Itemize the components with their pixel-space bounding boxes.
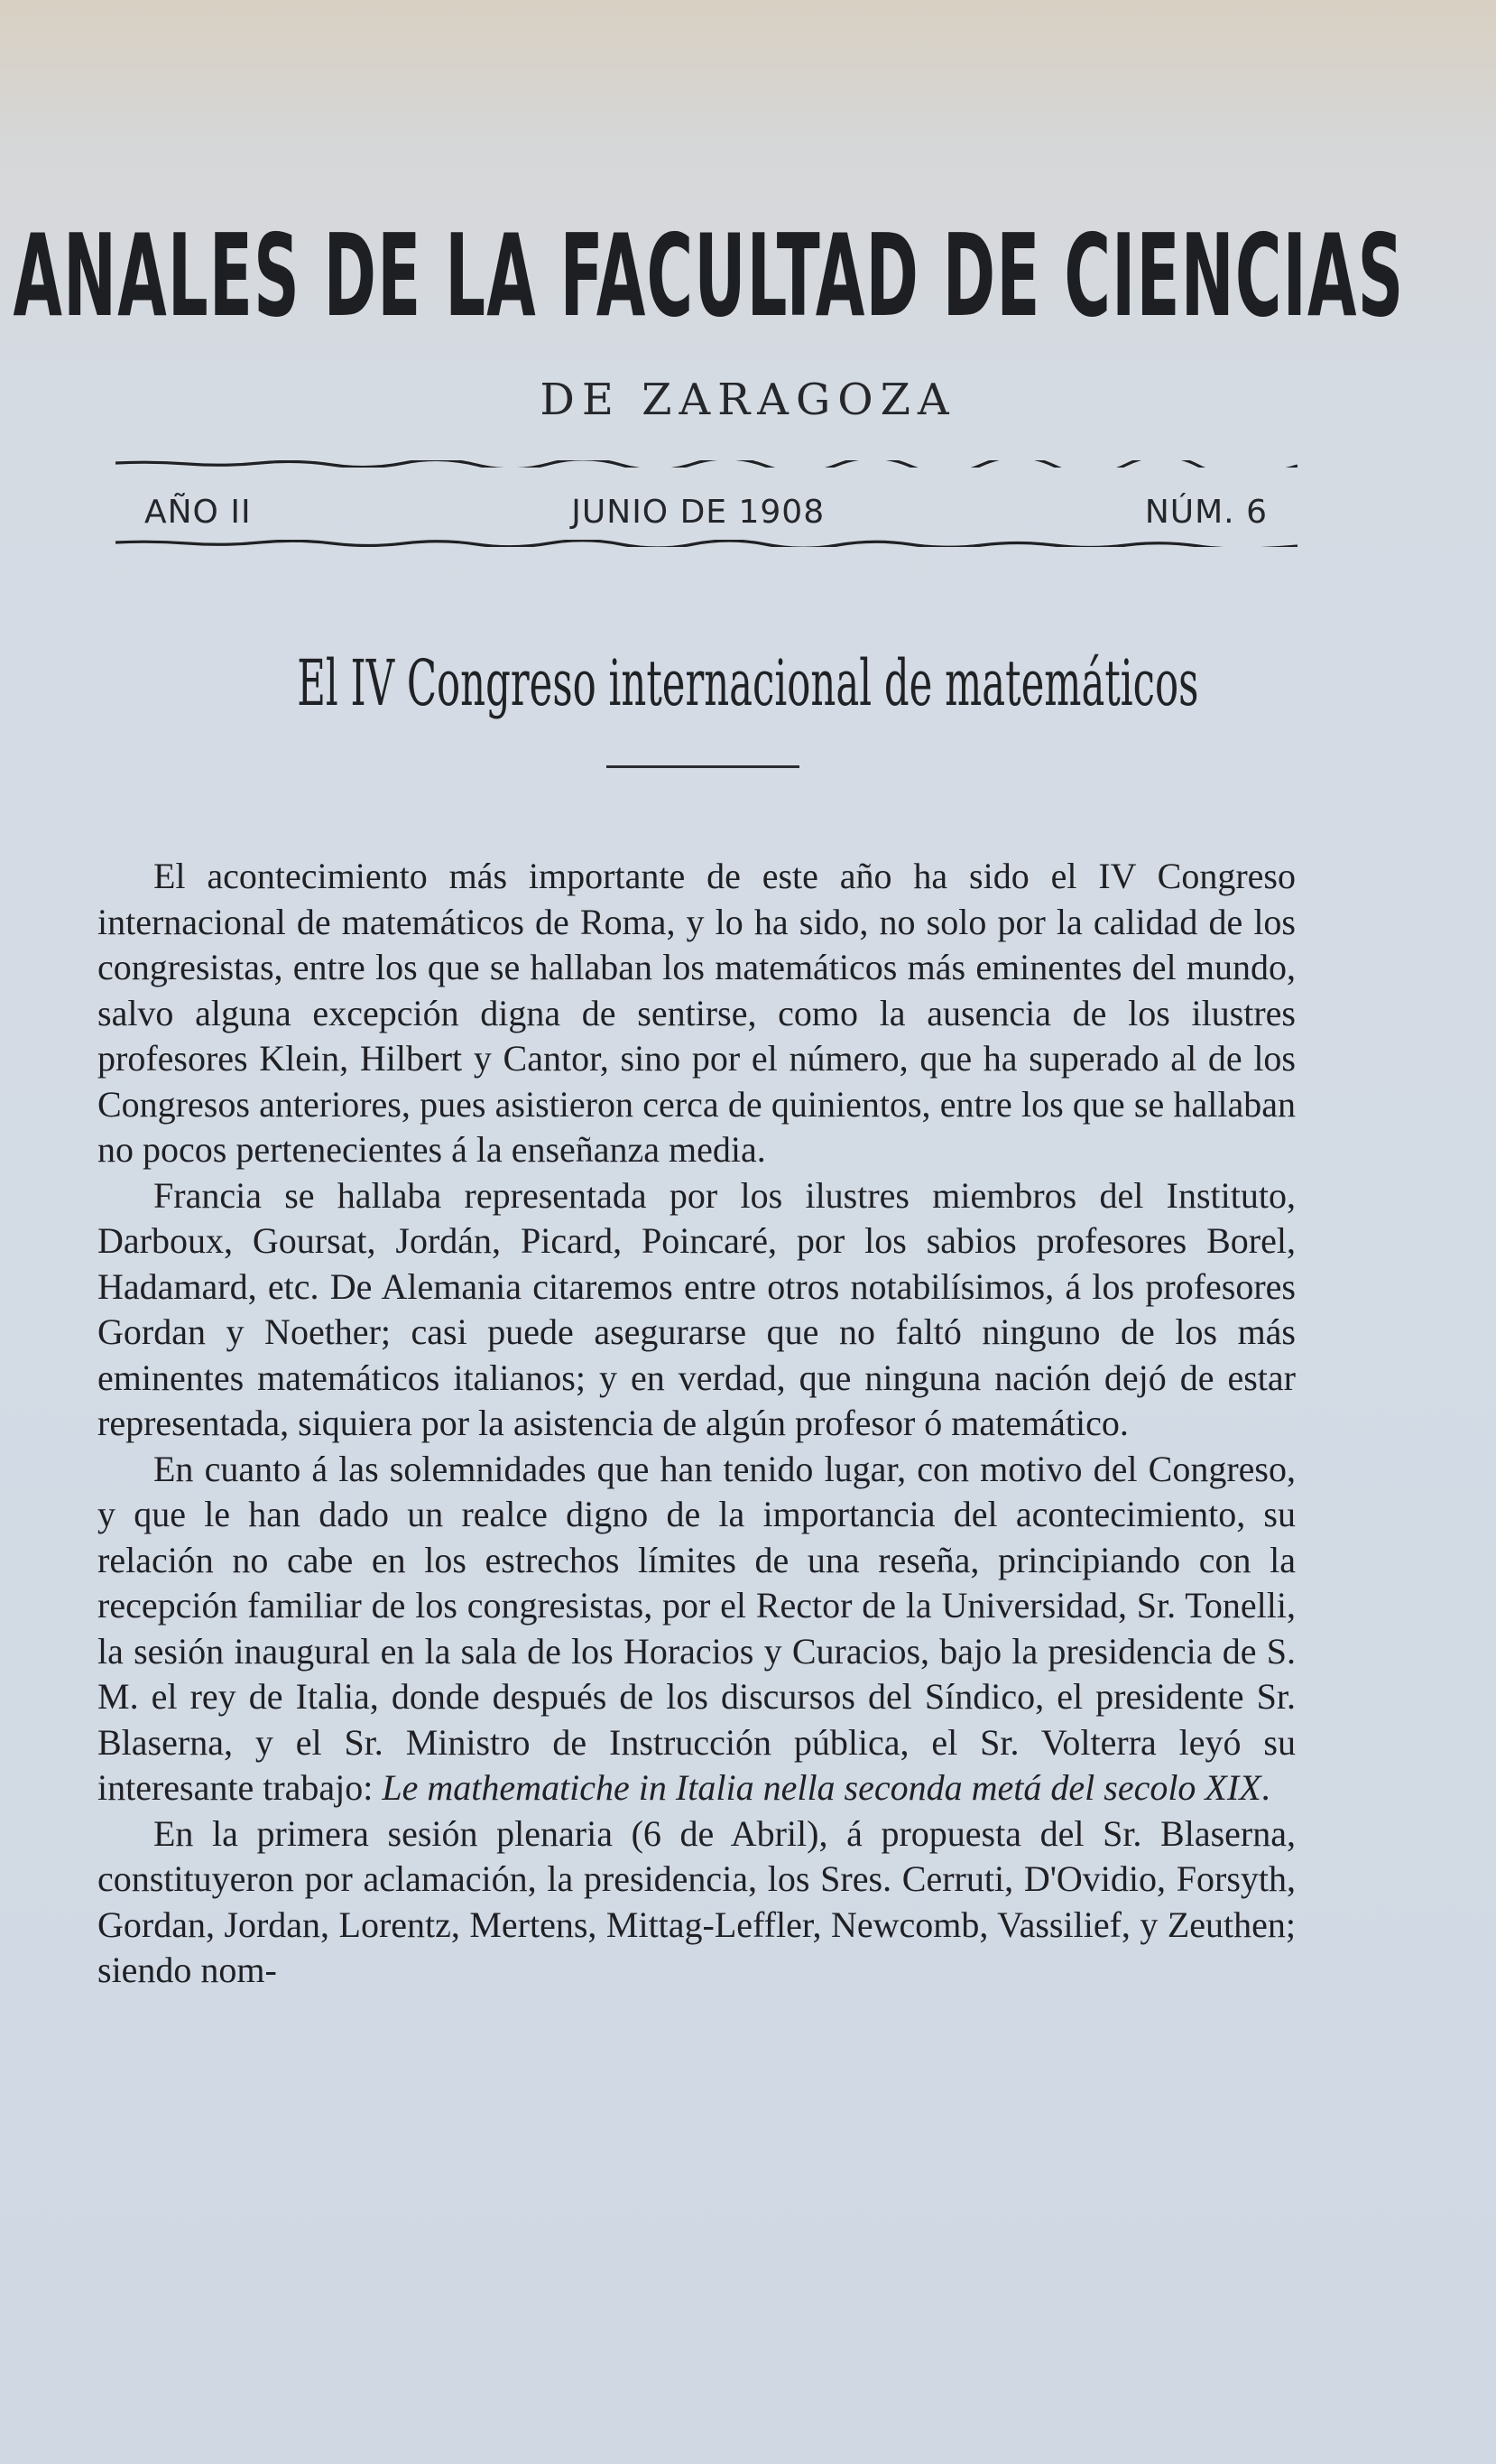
- issue-year: AÑO II: [144, 493, 252, 531]
- paragraph: [97, 1173, 1296, 1447]
- paragraph-text: En cuanto á las solemnidades que han tenido lugar, con motivo del Congreso, y que le han dado un realce digno de la importancia del acontecimiento, su relación no cabe en los estrechos límites de una reseña, principiando con la recepción familiar de los congresistas, por el Rector de la Universidad, Sr. Tonelli, la sesión inaugural en la sala de los Horacios y Curacios, bajo la presidencia de S. M. el rey de Italia, donde después de los discursos del Síndico, el presidente Sr. Blaserna, y el Sr. Ministro de Instrucción pública, el Sr. Volterra leyó su interesante trabajo:: [97, 1448, 1296, 1808]
- paragraph: [97, 1811, 1296, 1994]
- cited-work-title: Le mathematiche in Italia nella seconda metá del secolo XIX: [382, 1767, 1261, 1808]
- journal-subtitle: DE ZARAGOZA: [540, 375, 956, 425]
- paragraph-text: En la primera sesión plenaria (6 de Abril), á propuesta del Sr. Blaserna, constituyeron por aclamación, la presidencia, los Sres. Cerruti, D'Ovidio, Forsyth, Gordan, Jordan, Lorentz, Mertens, Mittag-Leffler, Newcomb, Vassilief, y Zeuthen; siendo nom-: [97, 1812, 1296, 1990]
- article-title-text: El IV Congreso internacional de matemáticos: [297, 646, 1199, 720]
- paragraph-tail: .: [1261, 1767, 1270, 1808]
- article-body: [97, 854, 1296, 1994]
- paragraph-text: El acontecimiento más importante de este año ha sido el IV Congreso internacional de matemáticos de Roma, y lo ha sido, no solo por la calidad de los congresistas, entre los que se hallaban los matemáticos más eminentes del mundo, salvo alguna excepción digna de sentirse, como la ausencia de los ilustres profesores Klein, Hilbert y Cantor, sino por el número, que ha superado al de los Congresos anteriores, pues asistieron cerca de quinientos, entre los que se hallaban no pocos pertenecientes á la enseñanza media.: [97, 856, 1296, 1170]
- title-divider: [606, 765, 799, 768]
- paragraph: [97, 854, 1296, 1173]
- paragraph: [97, 1447, 1296, 1811]
- header-rule-bottom: [115, 540, 1297, 547]
- paragraph-text: Francia se hallaba representada por los ilustres miembros del Instituto, Darboux, Goursat, Jordán, Picard, Poincaré, por los sabios profesores Borel, Hadamard, etc. De Alemania citaremos entre otros notabilísimos, á los profesores Gordan y Noether; casi puede asegurarse que no faltó ninguno de los más eminentes matemáticos italianos; y en verdad, que ninguna nación dejó de estar representada, siquiera por la asistencia de algún profesor ó matemático.: [97, 1174, 1296, 1443]
- issue-date: JUNIO DE 1908: [571, 493, 826, 531]
- header-rule-top: [115, 460, 1297, 468]
- issue-number: NÚM. 6: [1144, 493, 1268, 531]
- issue-info: [144, 489, 1268, 534]
- article-title: [0, 646, 1496, 720]
- journal-title: ANALES DE LA FACULTAD DE CIENCIAS: [13, 208, 1405, 342]
